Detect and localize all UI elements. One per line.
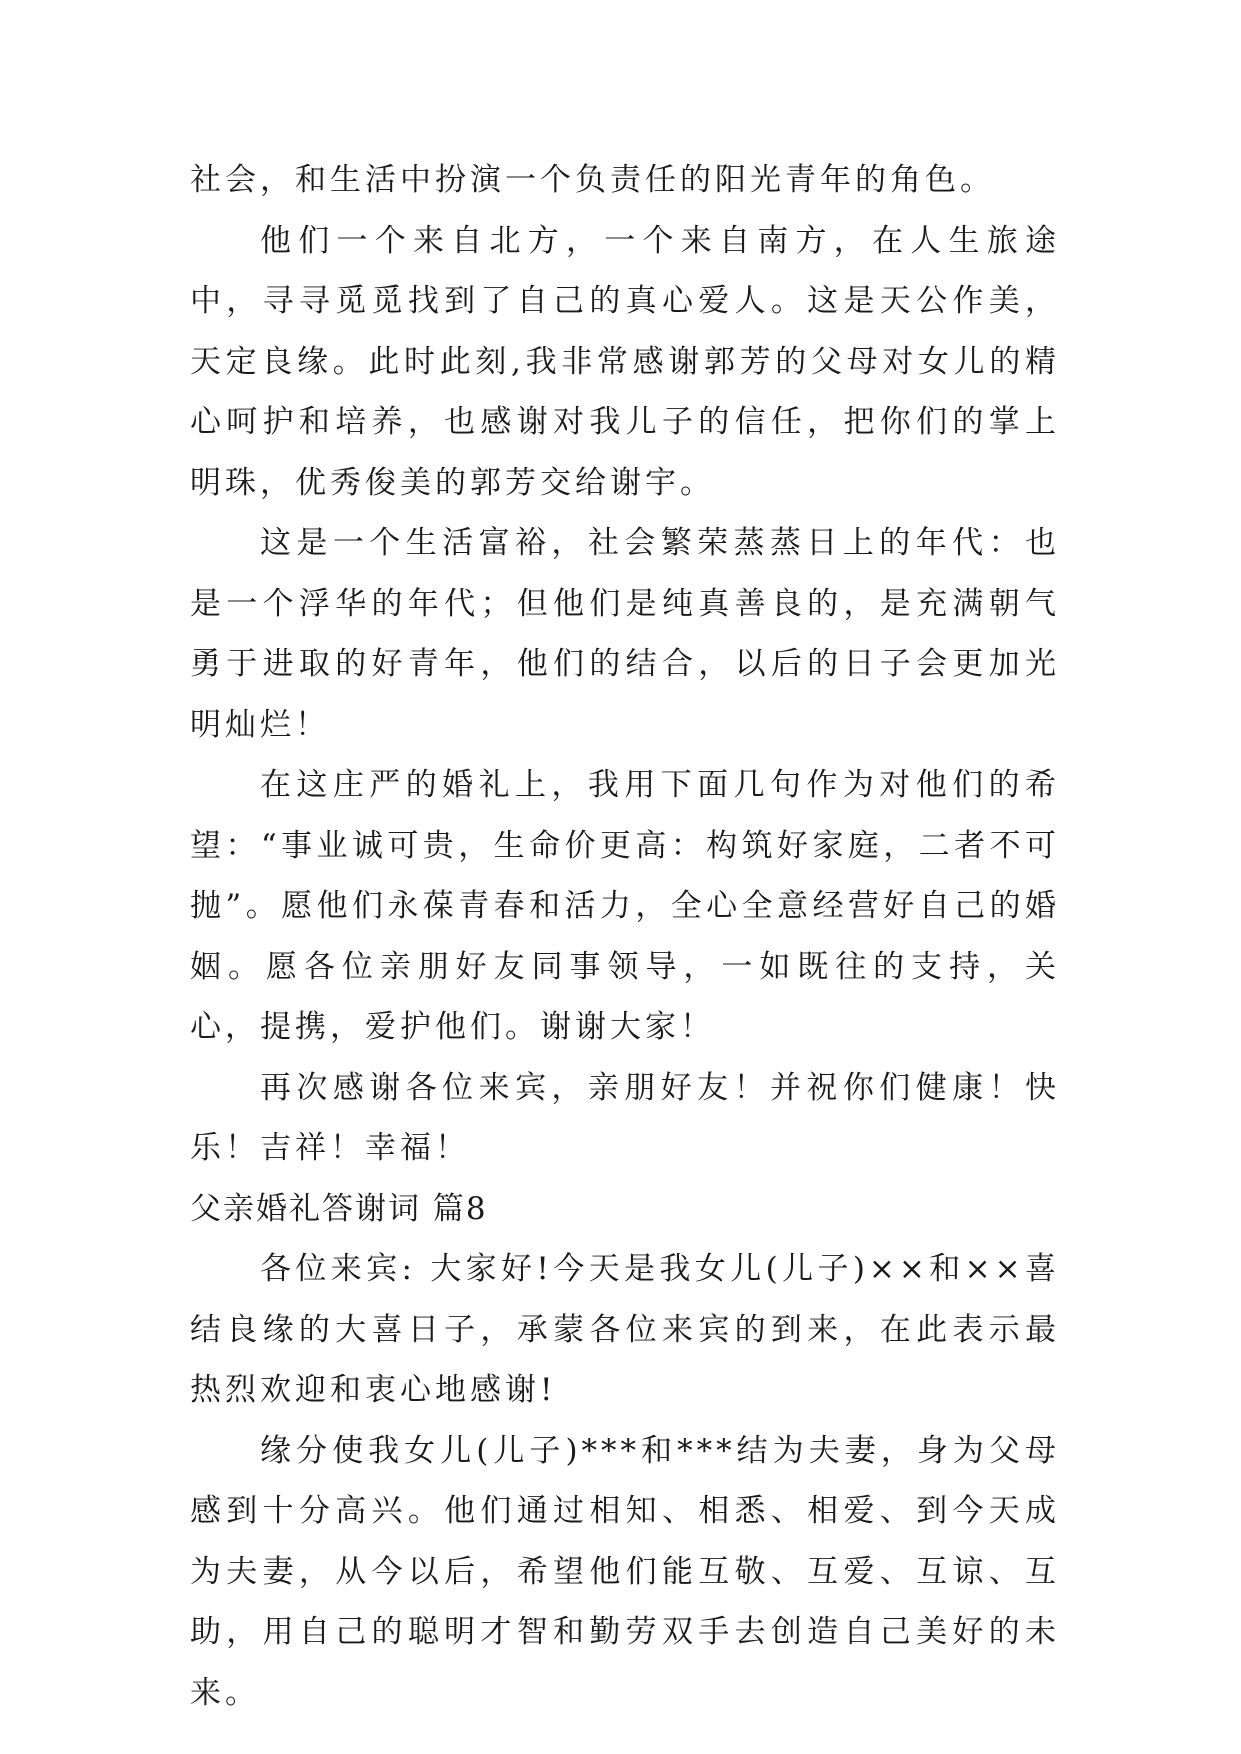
paragraph-2: 他们一个来自北方，一个来自南方，在人生旅途中，寻寻觅觅找到了自己的真心爱人。这是天公作美，天定良缘。此时此刻,我非常感谢郭芳的父母对女儿的精心呵护和培养，也感谢对我儿子的信任，把你们的掌上明珠，优秀俊美的郭芳交给谢宇。	[190, 222, 1060, 501]
paragraph-4: 在这庄严的婚礼上，我用下面几句作为对他们的希望：“事业诚可贵，生命价更高：构筑好家庭，二者不可抛”。愿他们永葆青春和活力，全心全意经营好自己的婚姻。愿各位亲朋好友同事领导，一如既往的支持，关心，提携，爱护他们。谢谢大家！	[190, 767, 1060, 1045]
section-paragraph-1: 各位来宾: 大家好!今天是我女儿(儿子)××和××喜结良缘的大喜日子，承蒙各位来宾的到来，在此表示最热烈欢迎和衷心地感谢!	[190, 1251, 1060, 1408]
paragraph-1: 社会，和生活中扮演一个负责任的阳光青年的角色。	[190, 162, 995, 198]
paragraph-3: 这是一个生活富裕，社会繁荣蒸蒸日上的年代：也是一个浮华的年代；但他们是纯真善良的，是充满朝气勇于进取的好青年，他们的结合，以后的日子会更加光明灿烂！	[190, 525, 1060, 743]
section-paragraph-2: 缘分使我女儿(儿子)***和***结为夫妻，身为父母感到十分高兴。他们通过相知、相悉、相爱、到今天成为夫妻，从今以后，希望他们能互敬、互爱、互谅、互助，用自己的聪明才智和勤劳双手去创造自己美好的未来。	[190, 1432, 1060, 1711]
section-heading: 父亲婚礼答谢词 篇8	[190, 1190, 488, 1227]
document-body	[190, 150, 1060, 1723]
paragraph-5: 再次感谢各位来宾，亲朋好友！并祝你们健康！快乐！吉祥！幸福！	[190, 1069, 1060, 1166]
